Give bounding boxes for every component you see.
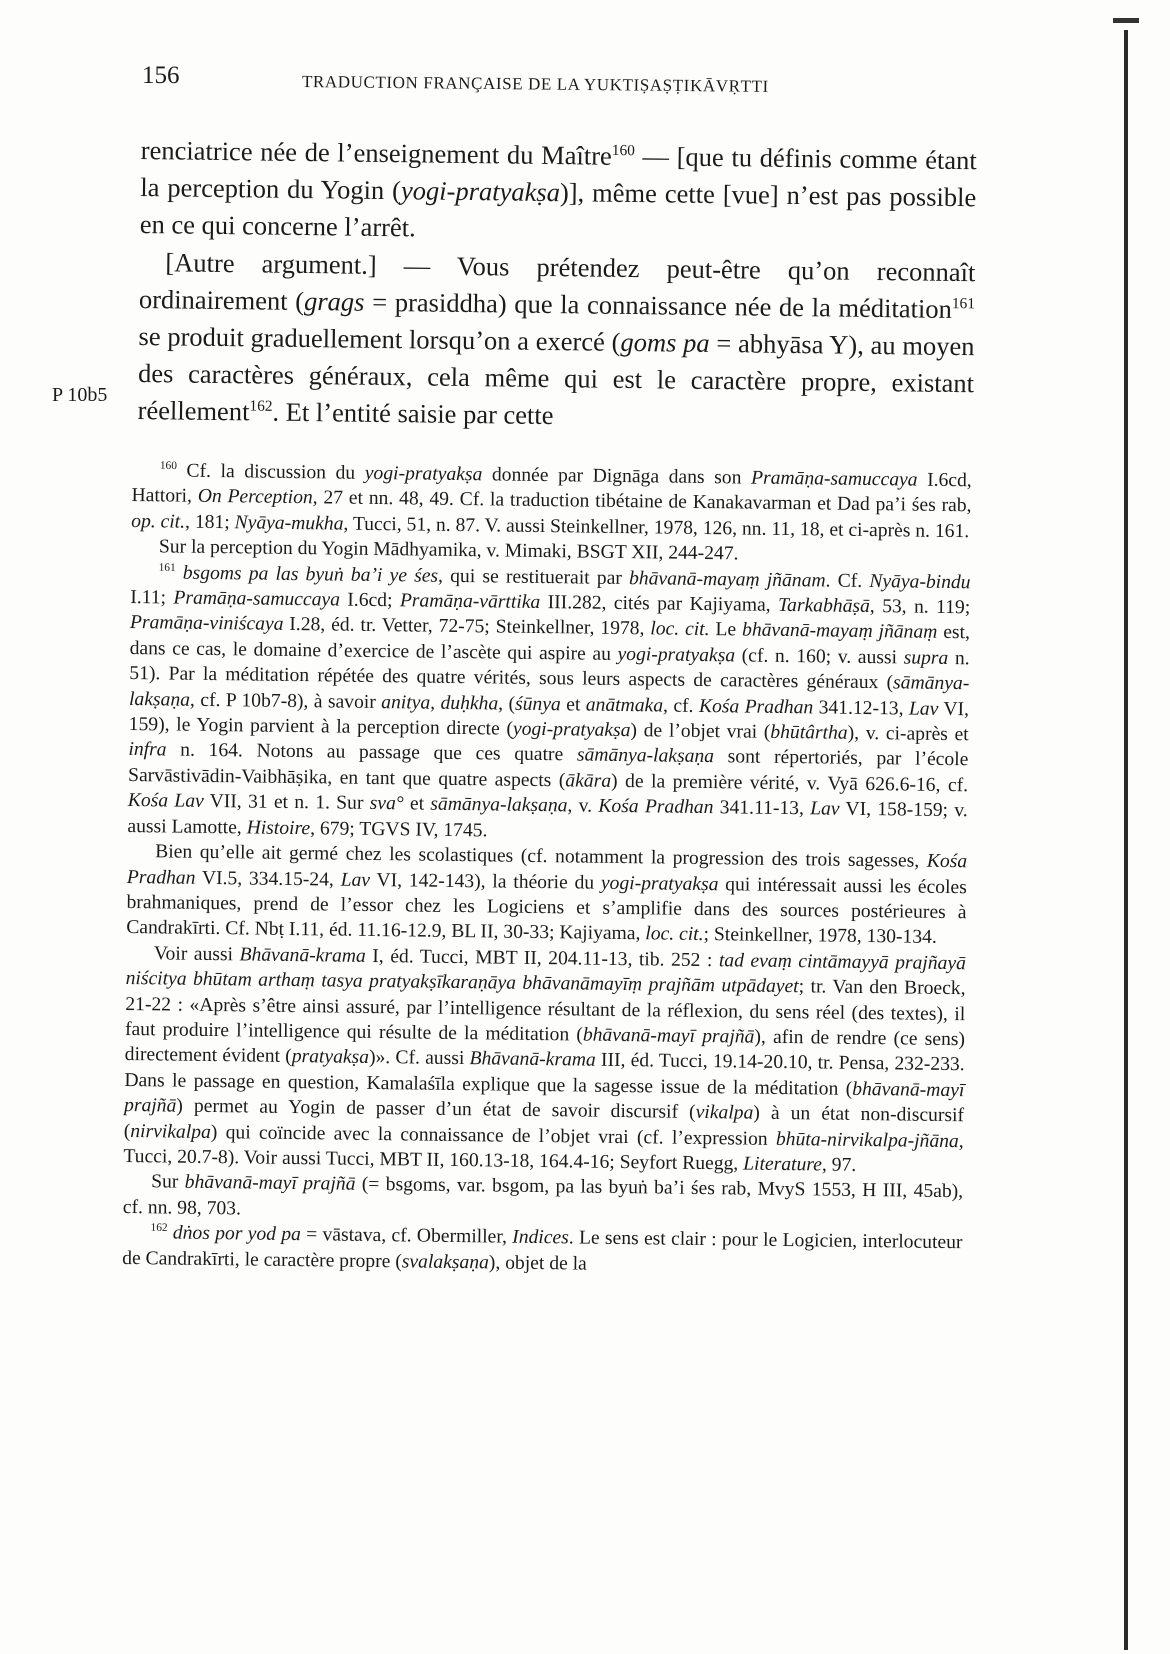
- footnote-161-paragraph-3: Voir aussi Bhāvanā-krama I, éd. Tucci, MBT II, 204.11-13, tib. 252 : tad evaṃ cintāmayyā prajñayā niścitya bhūtam arthaṃ tasya pratyakṣīkaraṇāya bhāvanāmayīṃ prajñām utpādayet; tr. Van den Broeck, 21-22 : «Après s’être ainsi assuré, par l’intelligence résultant de la réflexion, du sens réel (des textes), il faut produire l’intelligence qui résulte de la méditation (bhāvanā-mayī prajñā), afin de rendre (ce sens) directement évident (pratyakṣa)». Cf. aussi Bhāvanā-krama III, éd. Tucci, 19.14-20.10, tr. Pensa, 232-233. Dans le passage en question, Kamalaśīla explique que la sagesse issue de la méditation (bhāvanā-mayī prajñā) permet au Yogin de passer d’un état de savoir discursif (vikalpa) à un état non-discursif (nirvikalpa) qui coïncide avec la connaissance de l’objet vrai (cf. l’expression bhūta-nirvikalpa-jñāna, Tucci, 20.7-8). Voir aussi Tucci, MBT II, 160.13-18, 164.4-16; Seyfort Ruegg, Literature, 97.: [123, 943, 967, 1176]
- main-text: [137, 132, 977, 440]
- footnote-160-continued: Sur la perception du Yogin Mādhyamika, v. Mimaki, BSGT XII, 244-247.: [158, 536, 739, 565]
- main-paragraph-2: [Autre argument.] — Vous prétendez peut-être qu’on reconnaît ordinairement (grags = prasiddha) que la connaissance née de la méditation$^{161}$ se produit graduellement lorsqu’on a exercé (goms pa = abhyāsa Y), au moyen des caractères généraux, cela même qui est le caractère propre, existant réellement$^{162}$. Et l’entité saisie par cette: [137, 246, 976, 431]
- binding-edge: [1124, 30, 1128, 1650]
- main-paragraph-1: renciatrice née de l’enseignement du Maître$^{160}$ — [que tu définis comme étant la perception du Yogin (yogi-pratyakṣa)], même cette [vue] n’est pas possible en ce qui concerne l’arrêt.: [139, 134, 977, 243]
- footnote-161: $^{161}$ bsgoms pa las byuṅ ba’i ye śes, qui se restituerait par bhāvanā-mayaṃ jñānam. Cf. Nyāya-bindu I.11; Pramāṇa-samuccaya I.6cd; Pramāṇa-vārttika III.282, cités par Kajiyama, Tarkabhāṣā, 53, n. 119; Pramāṇa-viniścaya I.28, éd. tr. Vetter, 72-75; Steinkellner, 1978, loc. cit. Le bhāvanā-mayaṃ jñānaṃ est, dans ce cas, le domaine d’exercice de l’ascète qui aspire au yogi-pratyakṣa (cf. n. 160; v. aussi supra n. 51). Par la méditation répétée des quatre vérités, sous leurs aspects de caractères généraux (sāmānya-lakṣaṇa, cf. P 10b7-8), à savoir anitya, duḥkha, (śūnya et anātmaka, cf. Kośa Pradhan 341.12-13, Lav VI, 159), le Yogin parvient à la perception directe (yogi-pratyakṣa) de l’objet vrai (bhūtârtha), v. ci-après et infra n. 164. Notons au passage que ces quatre sāmānya-lakṣaṇa sont répertoriés, par l’école Sarvāstivādin-Vaibhāṣika, en tant que quatre aspects (ākāra) de la première vérité, v. Vyā 626.6-16, cf. Kośa Lav VII, 31 et n. 1. Sur sva° et sāmānya-lakṣaṇa, v. Kośa Pradhan 341.11-13, Lav VI, 158-159; v. aussi Lamotte, Histoire, 679; TGVS IV, 1745.: [127, 561, 971, 842]
- footnote-161-paragraph-4: Sur bhāvanā-mayī prajñā (= bsgoms, var. bsgom, pa las byuṅ ba’i śes rab, MvyS 1553, H III, 45ab), cf. nn. 98, 703.: [122, 1171, 964, 1220]
- footnote-ref-162[interactable]: 162: [249, 397, 273, 416]
- margin-reference: P 10b5: [52, 384, 108, 406]
- page-number: 156: [142, 62, 180, 89]
- footnote-161-paragraph-2: Bien qu’elle ait germé chez les scolastiques (cf. notamment la progression des trois sagesses, Kośa Pradhan VI.5, 334.15-24, Lav VI, 142-143), la théorie du yogi-pratyakṣa qui intéressait aussi les écoles brahmaniques, prend de l’essor chez les Logiciens et s’amplifie dans des sources postérieures à Candrakīrti. Cf. Nbṭ I.11, éd. 11.16-12.9, BL II, 30-33; Kajiyama, loc. cit.; Steinkellner, 1978, 130-134.: [126, 841, 968, 949]
- footnote-ref-161[interactable]: 161: [951, 294, 976, 313]
- footnotes: [122, 458, 972, 1281]
- running-title: TRADUCTION FRANÇAISE DE LA YUKTIṢAṢṬIKĀVṚTTI: [301, 72, 769, 96]
- footnote-162: $^{162}$ dṅos por yod pa = vāstava, cf. Obermiller, Indices. Le sens est clair : pour le Logicien, interlocuteur de Candrakīrti, le caractère propre (svalakṣaṇa), objet de la: [122, 1221, 963, 1275]
- footnote-160: $^{160}$ Cf. la discussion du yogi-pratyakṣa donnée par Dignāga dans son Pramāṇa-samuccaya I.6cd, Hattori, On Perception, 27 et nn. 48, 49. Cf. la traduction tibétaine de Kanakavarman et Dad pa’i śes rab, op. cit., 181; Nyāya-mukha, Tucci, 51, n. 87. V. aussi Steinkellner, 1978, 126, nn. 11, 18, et ci-après n. 161.: [131, 459, 972, 543]
- footnote-ref-160[interactable]: 160: [611, 141, 635, 160]
